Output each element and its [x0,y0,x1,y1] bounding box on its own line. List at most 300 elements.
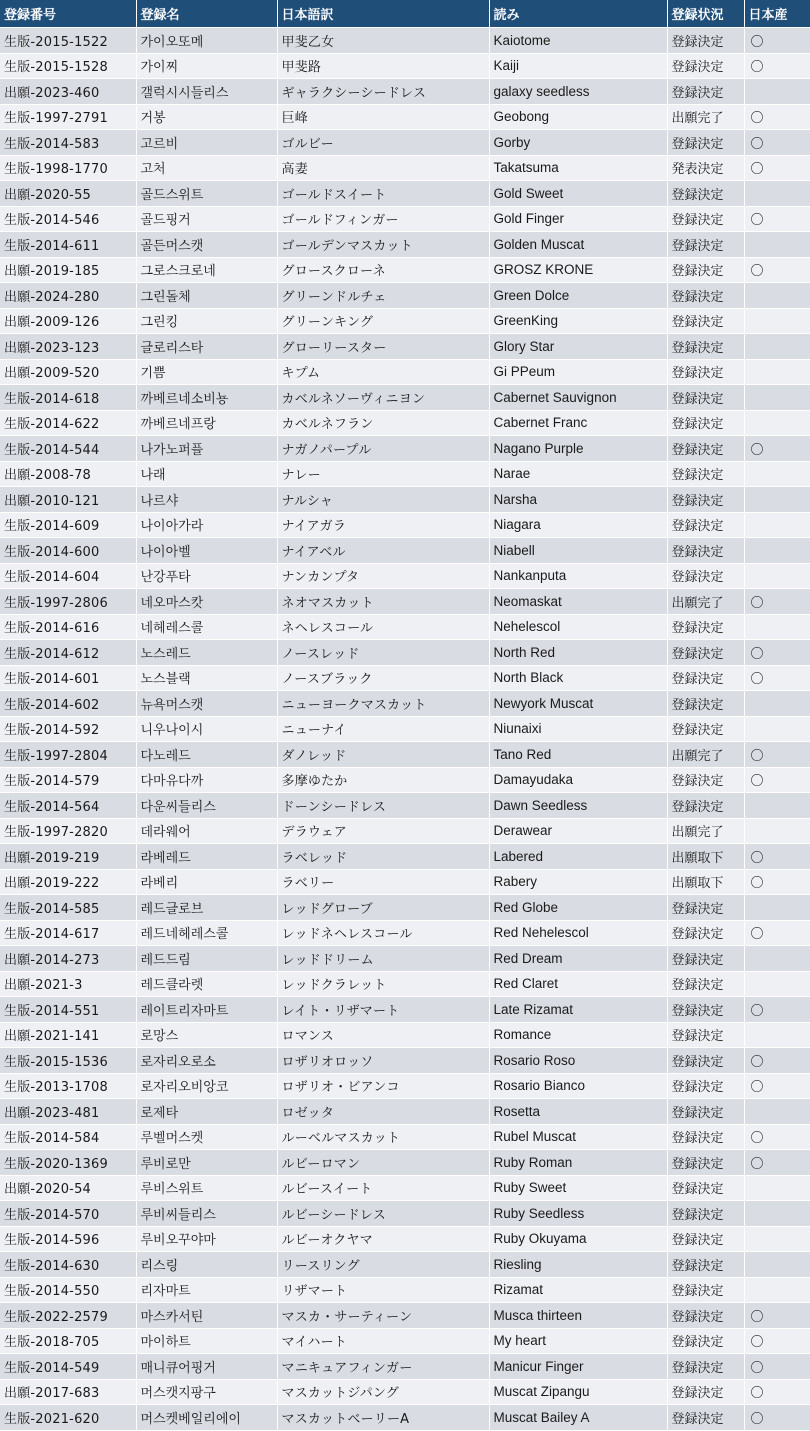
registration-status-cell: 登録決定 [667,1175,744,1201]
reading-cell: Takatsuma [489,155,667,181]
registration-number-cell: 生版-2014-630 [0,1252,136,1278]
reading-cell: Niabell [489,538,667,564]
reading-cell: GROSZ KRONE [489,257,667,283]
registration-number-cell: 出願-2020-54 [0,1175,136,1201]
japanese-translation-cell: ナレー [277,461,489,487]
registration-number-cell: 生版-2014-551 [0,997,136,1023]
table-row [0,665,810,691]
registered-name-cell: 루비씨들리스 [136,1201,277,1227]
reading-cell: Rosario Bianco [489,1073,667,1099]
reading-cell: galaxy seedless [489,79,667,105]
table-row [0,767,810,793]
registration-status-cell: 登録決定 [667,971,744,997]
japanese-translation-cell: ゴールドスイート [277,181,489,207]
japanese-translation-cell: マニキュアフィンガー [277,1354,489,1380]
registration-number-cell: 生版-2014-544 [0,436,136,462]
registration-status-cell: 登録決定 [667,793,744,819]
made-in-japan-cell [744,1022,810,1048]
registration-status-cell: 出願取下 [667,844,744,870]
registered-name-cell: 루비스위트 [136,1175,277,1201]
made-in-japan-cell: 〇 [744,1150,810,1176]
table-row [0,1175,810,1201]
registered-name-cell: 리자마트 [136,1277,277,1303]
reading-cell: Gorby [489,130,667,156]
registered-name-cell: 나이아벨 [136,538,277,564]
table-row [0,487,810,513]
registration-number-cell: 生版-1997-2791 [0,104,136,130]
japanese-translation-cell: ゴールドフィンガー [277,206,489,232]
japanese-translation-cell: ロマンス [277,1022,489,1048]
japanese-translation-cell: グリーンドルチェ [277,283,489,309]
made-in-japan-cell [744,538,810,564]
table-row [0,436,810,462]
table-row [0,308,810,334]
registration-status-cell: 登録決定 [667,895,744,921]
made-in-japan-cell: 〇 [744,997,810,1023]
registration-number-cell: 出願-2023-123 [0,334,136,360]
registration-number-cell: 出願-2009-520 [0,359,136,385]
made-in-japan-cell [744,334,810,360]
registration-number-cell: 生版-2015-1528 [0,53,136,79]
registered-name-cell: 고처 [136,155,277,181]
registration-status-cell: 登録決定 [667,1252,744,1278]
registered-name-cell: 다노레드 [136,742,277,768]
registered-name-cell: 네헤레스콜 [136,614,277,640]
registration-status-cell: 出願完了 [667,104,744,130]
registration-number-cell: 生版-2014-592 [0,716,136,742]
japanese-translation-cell: ロザリオロッソ [277,1048,489,1074]
made-in-japan-cell [744,1226,810,1252]
japanese-translation-cell: デラウェア [277,818,489,844]
table-row [0,614,810,640]
japanese-translation-cell: ゴールデンマスカット [277,232,489,258]
registration-status-cell: 登録決定 [667,691,744,717]
reading-cell: Kaiotome [489,28,667,54]
made-in-japan-cell: 〇 [744,53,810,79]
japanese-translation-cell: グリーンキング [277,308,489,334]
made-in-japan-cell: 〇 [744,1379,810,1405]
registered-name-cell: 로망스 [136,1022,277,1048]
japanese-translation-cell: ルビーオクヤマ [277,1226,489,1252]
registration-status-cell: 登録決定 [667,1226,744,1252]
table-row [0,1150,810,1176]
table-row [0,232,810,258]
registered-name-cell: 그린킹 [136,308,277,334]
registration-number-cell: 出願-2021-141 [0,1022,136,1048]
registration-number-cell: 生版-2014-564 [0,793,136,819]
reading-cell: Cabernet Sauvignon [489,385,667,411]
registered-name-cell: 고르비 [136,130,277,156]
reading-cell: Labered [489,844,667,870]
japanese-translation-cell: マイハート [277,1328,489,1354]
made-in-japan-cell: 〇 [744,206,810,232]
reading-cell: Glory Star [489,334,667,360]
registration-status-cell: 登録決定 [667,1354,744,1380]
reading-cell: Neomaskat [489,589,667,615]
registration-number-cell: 出願-2014-273 [0,946,136,972]
registration-status-cell: 出願完了 [667,818,744,844]
table-row [0,971,810,997]
registration-status-cell: 登録決定 [667,232,744,258]
made-in-japan-cell [744,181,810,207]
table-row [0,1405,810,1431]
registration-number-cell: 出願-2023-460 [0,79,136,105]
registration-status-cell: 登録決定 [667,1405,744,1431]
made-in-japan-cell: 〇 [744,1073,810,1099]
reading-cell: Rubel Muscat [489,1124,667,1150]
table-header [0,0,810,28]
registration-status-cell: 登録決定 [667,1150,744,1176]
reading-cell: Niagara [489,512,667,538]
japanese-translation-cell: 多摩ゆたか [277,767,489,793]
registered-name-cell: 다운씨들리스 [136,793,277,819]
registration-status-cell: 登録決定 [667,1099,744,1125]
registration-status-cell: 登録決定 [667,1048,744,1074]
registration-number-cell: 生版-2014-584 [0,1124,136,1150]
japanese-translation-cell: ギャラクシーシードレス [277,79,489,105]
registration-status-cell: 登録決定 [667,385,744,411]
table-row [0,563,810,589]
registered-name-cell: 루비로만 [136,1150,277,1176]
japanese-translation-cell: 巨峰 [277,104,489,130]
japanese-translation-cell: グローリースター [277,334,489,360]
made-in-japan-cell: 〇 [744,436,810,462]
japanese-translation-cell: ナルシャ [277,487,489,513]
registered-name-cell: 그로스크로네 [136,257,277,283]
registration-status-cell: 登録決定 [667,614,744,640]
registration-number-cell: 出願-2020-55 [0,181,136,207]
registration-number-cell: 出願-2019-219 [0,844,136,870]
reading-cell: Muscat Bailey A [489,1405,667,1431]
registered-name-cell: 가이찌 [136,53,277,79]
registration-number-cell: 生版-2014-583 [0,130,136,156]
made-in-japan-cell [744,410,810,436]
registration-status-cell: 登録決定 [667,1379,744,1405]
made-in-japan-cell [744,1175,810,1201]
registration-status-cell: 登録決定 [667,53,744,79]
table-row [0,1201,810,1227]
reading-cell: Rizamat [489,1277,667,1303]
registration-number-cell: 出願-2024-280 [0,283,136,309]
registration-status-cell: 登録決定 [667,767,744,793]
table-row [0,1124,810,1150]
registered-name-cell: 로제타 [136,1099,277,1125]
reading-cell: Rosetta [489,1099,667,1125]
japanese-translation-cell: ナンカンプタ [277,563,489,589]
japanese-translation-cell: 高妻 [277,155,489,181]
table-row [0,1328,810,1354]
japanese-translation-cell: ルビースイート [277,1175,489,1201]
reading-cell: Kaiji [489,53,667,79]
reading-cell: Nagano Purple [489,436,667,462]
made-in-japan-cell [744,232,810,258]
japanese-translation-cell: グロースクローネ [277,257,489,283]
reading-cell: Ruby Roman [489,1150,667,1176]
reading-cell: Red Nehelescol [489,920,667,946]
registered-name-cell: 갤럭시시들리스 [136,79,277,105]
header-registration-number: 登録番号 [0,0,136,28]
registered-name-cell: 머스캣지팡구 [136,1379,277,1405]
reading-cell: Narae [489,461,667,487]
japanese-translation-cell: ナイアガラ [277,512,489,538]
table-row [0,1226,810,1252]
registered-name-cell: 라베레드 [136,844,277,870]
table-row [0,691,810,717]
reading-cell: North Black [489,665,667,691]
reading-cell: Geobong [489,104,667,130]
registered-name-cell: 골든머스캣 [136,232,277,258]
registration-status-cell: 登録決定 [667,130,744,156]
registered-name-cell: 레드글로브 [136,895,277,921]
japanese-translation-cell: ニューヨークマスカット [277,691,489,717]
table-row [0,28,810,54]
japanese-translation-cell: キプム [277,359,489,385]
registration-number-cell: 生版-2014-570 [0,1201,136,1227]
made-in-japan-cell: 〇 [744,665,810,691]
registered-name-cell: 레드클라렛 [136,971,277,997]
registered-name-cell: 가이오또메 [136,28,277,54]
registration-number-cell: 生版-2013-1708 [0,1073,136,1099]
made-in-japan-cell [744,563,810,589]
table-row [0,946,810,972]
reading-cell: Ruby Okuyama [489,1226,667,1252]
reading-cell: Musca thirteen [489,1303,667,1329]
registered-name-cell: 루비오꾸야마 [136,1226,277,1252]
table-row [0,1073,810,1099]
registered-name-cell: 까베르네소비뇽 [136,385,277,411]
registered-name-cell: 그린돌체 [136,283,277,309]
table-row [0,181,810,207]
registered-name-cell: 까베르네프랑 [136,410,277,436]
registered-name-cell: 골드핑거 [136,206,277,232]
reading-cell: North Red [489,640,667,666]
reading-cell: Newyork Muscat [489,691,667,717]
made-in-japan-cell [744,895,810,921]
registration-status-cell: 登録決定 [667,1328,744,1354]
made-in-japan-cell: 〇 [744,920,810,946]
made-in-japan-cell: 〇 [744,844,810,870]
table-row [0,1303,810,1329]
japanese-translation-cell: ニューナイ [277,716,489,742]
registered-name-cell: 나가노퍼플 [136,436,277,462]
registration-status-cell: 登録決定 [667,997,744,1023]
registered-name-cell: 거봉 [136,104,277,130]
registration-status-cell: 登録決定 [667,283,744,309]
registration-status-cell: 登録決定 [667,461,744,487]
reading-cell: Late Rizamat [489,997,667,1023]
registration-number-cell: 出願-2009-126 [0,308,136,334]
made-in-japan-cell [744,359,810,385]
table-row [0,385,810,411]
japanese-translation-cell: ダノレッド [277,742,489,768]
reading-cell: GreenKing [489,308,667,334]
table-row [0,844,810,870]
registration-status-cell: 登録決定 [667,308,744,334]
registration-number-cell: 生版-2014-602 [0,691,136,717]
table-row [0,589,810,615]
reading-cell: Gi PPeum [489,359,667,385]
japanese-translation-cell: 甲斐乙女 [277,28,489,54]
registration-status-cell: 登録決定 [667,920,744,946]
registration-status-cell: 登録決定 [667,1201,744,1227]
registered-name-cell: 기쁨 [136,359,277,385]
header-made-in-japan: 日本産 [744,0,810,28]
reading-cell: Golden Muscat [489,232,667,258]
registered-name-cell: 마스카서틴 [136,1303,277,1329]
reading-cell: Tano Red [489,742,667,768]
japanese-translation-cell: ノースレッド [277,640,489,666]
registration-number-cell: 生版-1997-2804 [0,742,136,768]
made-in-japan-cell [744,487,810,513]
japanese-translation-cell: マスカ・サーティーン [277,1303,489,1329]
registration-number-cell: 生版-2014-612 [0,640,136,666]
table-row [0,53,810,79]
registration-status-cell: 登録決定 [667,334,744,360]
table-row [0,512,810,538]
table-row [0,997,810,1023]
japanese-translation-cell: ノースブラック [277,665,489,691]
registration-status-cell: 登録決定 [667,946,744,972]
registered-name-cell: 로자리오비앙코 [136,1073,277,1099]
made-in-japan-cell [744,1277,810,1303]
table-row [0,130,810,156]
registered-name-cell: 뉴욕머스캣 [136,691,277,717]
registration-status-cell: 登録決定 [667,487,744,513]
registration-status-cell: 登録決定 [667,512,744,538]
made-in-japan-cell [744,691,810,717]
japanese-translation-cell: レッドクラレット [277,971,489,997]
registration-number-cell: 出願-2008-78 [0,461,136,487]
registration-number-cell: 生版-1997-2806 [0,589,136,615]
registration-status-cell: 登録決定 [667,1124,744,1150]
registered-name-cell: 나르샤 [136,487,277,513]
reading-cell: Red Claret [489,971,667,997]
made-in-japan-cell: 〇 [744,155,810,181]
header-registered-name: 登録名 [136,0,277,28]
registration-number-cell: 生版-2022-2579 [0,1303,136,1329]
japanese-translation-cell: ルビーロマン [277,1150,489,1176]
japanese-translation-cell: リザマート [277,1277,489,1303]
japanese-translation-cell: マスカットベーリーA [277,1405,489,1431]
table-row [0,1099,810,1125]
registration-status-cell: 登録決定 [667,538,744,564]
registered-name-cell: 난강푸타 [136,563,277,589]
registration-number-cell: 出願-2010-121 [0,487,136,513]
registered-name-cell: 골드스위트 [136,181,277,207]
registration-number-cell: 出願-2017-683 [0,1379,136,1405]
reading-cell: Ruby Sweet [489,1175,667,1201]
reading-cell: Muscat Zipangu [489,1379,667,1405]
table-row [0,742,810,768]
registered-name-cell: 데라웨어 [136,818,277,844]
made-in-japan-cell [744,1252,810,1278]
japanese-translation-cell: レッドドリーム [277,946,489,972]
registration-number-cell: 生版-2014-550 [0,1277,136,1303]
japanese-translation-cell: ルーベルマスカット [277,1124,489,1150]
registration-number-cell: 生版-2014-618 [0,385,136,411]
japanese-translation-cell: ラベレッド [277,844,489,870]
table-row [0,1354,810,1380]
made-in-japan-cell [744,818,810,844]
made-in-japan-cell [744,283,810,309]
registration-number-cell: 生版-2018-705 [0,1328,136,1354]
registration-status-cell: 出願完了 [667,742,744,768]
registered-name-cell: 나이아가라 [136,512,277,538]
registration-status-cell: 登録決定 [667,410,744,436]
table-row [0,1277,810,1303]
table-row [0,410,810,436]
made-in-japan-cell: 〇 [744,1405,810,1431]
registered-name-cell: 다마유다까 [136,767,277,793]
reading-cell: Narsha [489,487,667,513]
made-in-japan-cell [744,512,810,538]
table-row [0,206,810,232]
table-row [0,79,810,105]
registration-number-cell: 生版-2014-617 [0,920,136,946]
japanese-translation-cell: レイト・リザマート [277,997,489,1023]
registration-number-cell: 生版-1998-1770 [0,155,136,181]
registration-number-cell: 生版-2015-1536 [0,1048,136,1074]
reading-cell: Rabery [489,869,667,895]
reading-cell: Gold Sweet [489,181,667,207]
registration-status-cell: 登録決定 [667,1073,744,1099]
registration-status-cell: 登録決定 [667,640,744,666]
registered-name-cell: 마이하트 [136,1328,277,1354]
made-in-japan-cell: 〇 [744,640,810,666]
made-in-japan-cell [744,385,810,411]
reading-cell: My heart [489,1328,667,1354]
header-reading: 読み [489,0,667,28]
registration-status-cell: 登録決定 [667,181,744,207]
table-row [0,1022,810,1048]
japanese-translation-cell: ゴルビー [277,130,489,156]
registration-status-cell: 登録決定 [667,28,744,54]
reading-cell: Ruby Seedless [489,1201,667,1227]
registration-number-cell: 生版-2014-596 [0,1226,136,1252]
registration-number-cell: 生版-2014-609 [0,512,136,538]
registration-status-cell: 登録決定 [667,1022,744,1048]
registered-name-cell: 머스켓베일리에이 [136,1405,277,1431]
reading-cell: Red Globe [489,895,667,921]
reading-cell: Riesling [489,1252,667,1278]
table-row [0,895,810,921]
japanese-translation-cell: ネオマスカット [277,589,489,615]
registered-name-cell: 네오마스캇 [136,589,277,615]
reading-cell: Rosario Roso [489,1048,667,1074]
reading-cell: Dawn Seedless [489,793,667,819]
registration-number-cell: 生版-2014-622 [0,410,136,436]
registration-number-cell: 生版-1997-2820 [0,818,136,844]
registered-name-cell: 니우나이시 [136,716,277,742]
japanese-translation-cell: ラベリー [277,869,489,895]
made-in-japan-cell: 〇 [744,1354,810,1380]
table-row [0,920,810,946]
made-in-japan-cell: 〇 [744,1328,810,1354]
registered-name-cell: 로자리오로소 [136,1048,277,1074]
registration-status-cell: 登録決定 [667,665,744,691]
made-in-japan-cell: 〇 [744,257,810,283]
registration-status-cell: 登録決定 [667,436,744,462]
table-row [0,155,810,181]
table-row [0,1252,810,1278]
japanese-translation-cell: ロゼッタ [277,1099,489,1125]
registration-status-cell: 登録決定 [667,716,744,742]
registered-name-cell: 레드네헤레스콜 [136,920,277,946]
registered-name-cell: 레이트리자마트 [136,997,277,1023]
registered-name-cell: 리스링 [136,1252,277,1278]
japanese-translation-cell: リースリング [277,1252,489,1278]
table-row [0,461,810,487]
